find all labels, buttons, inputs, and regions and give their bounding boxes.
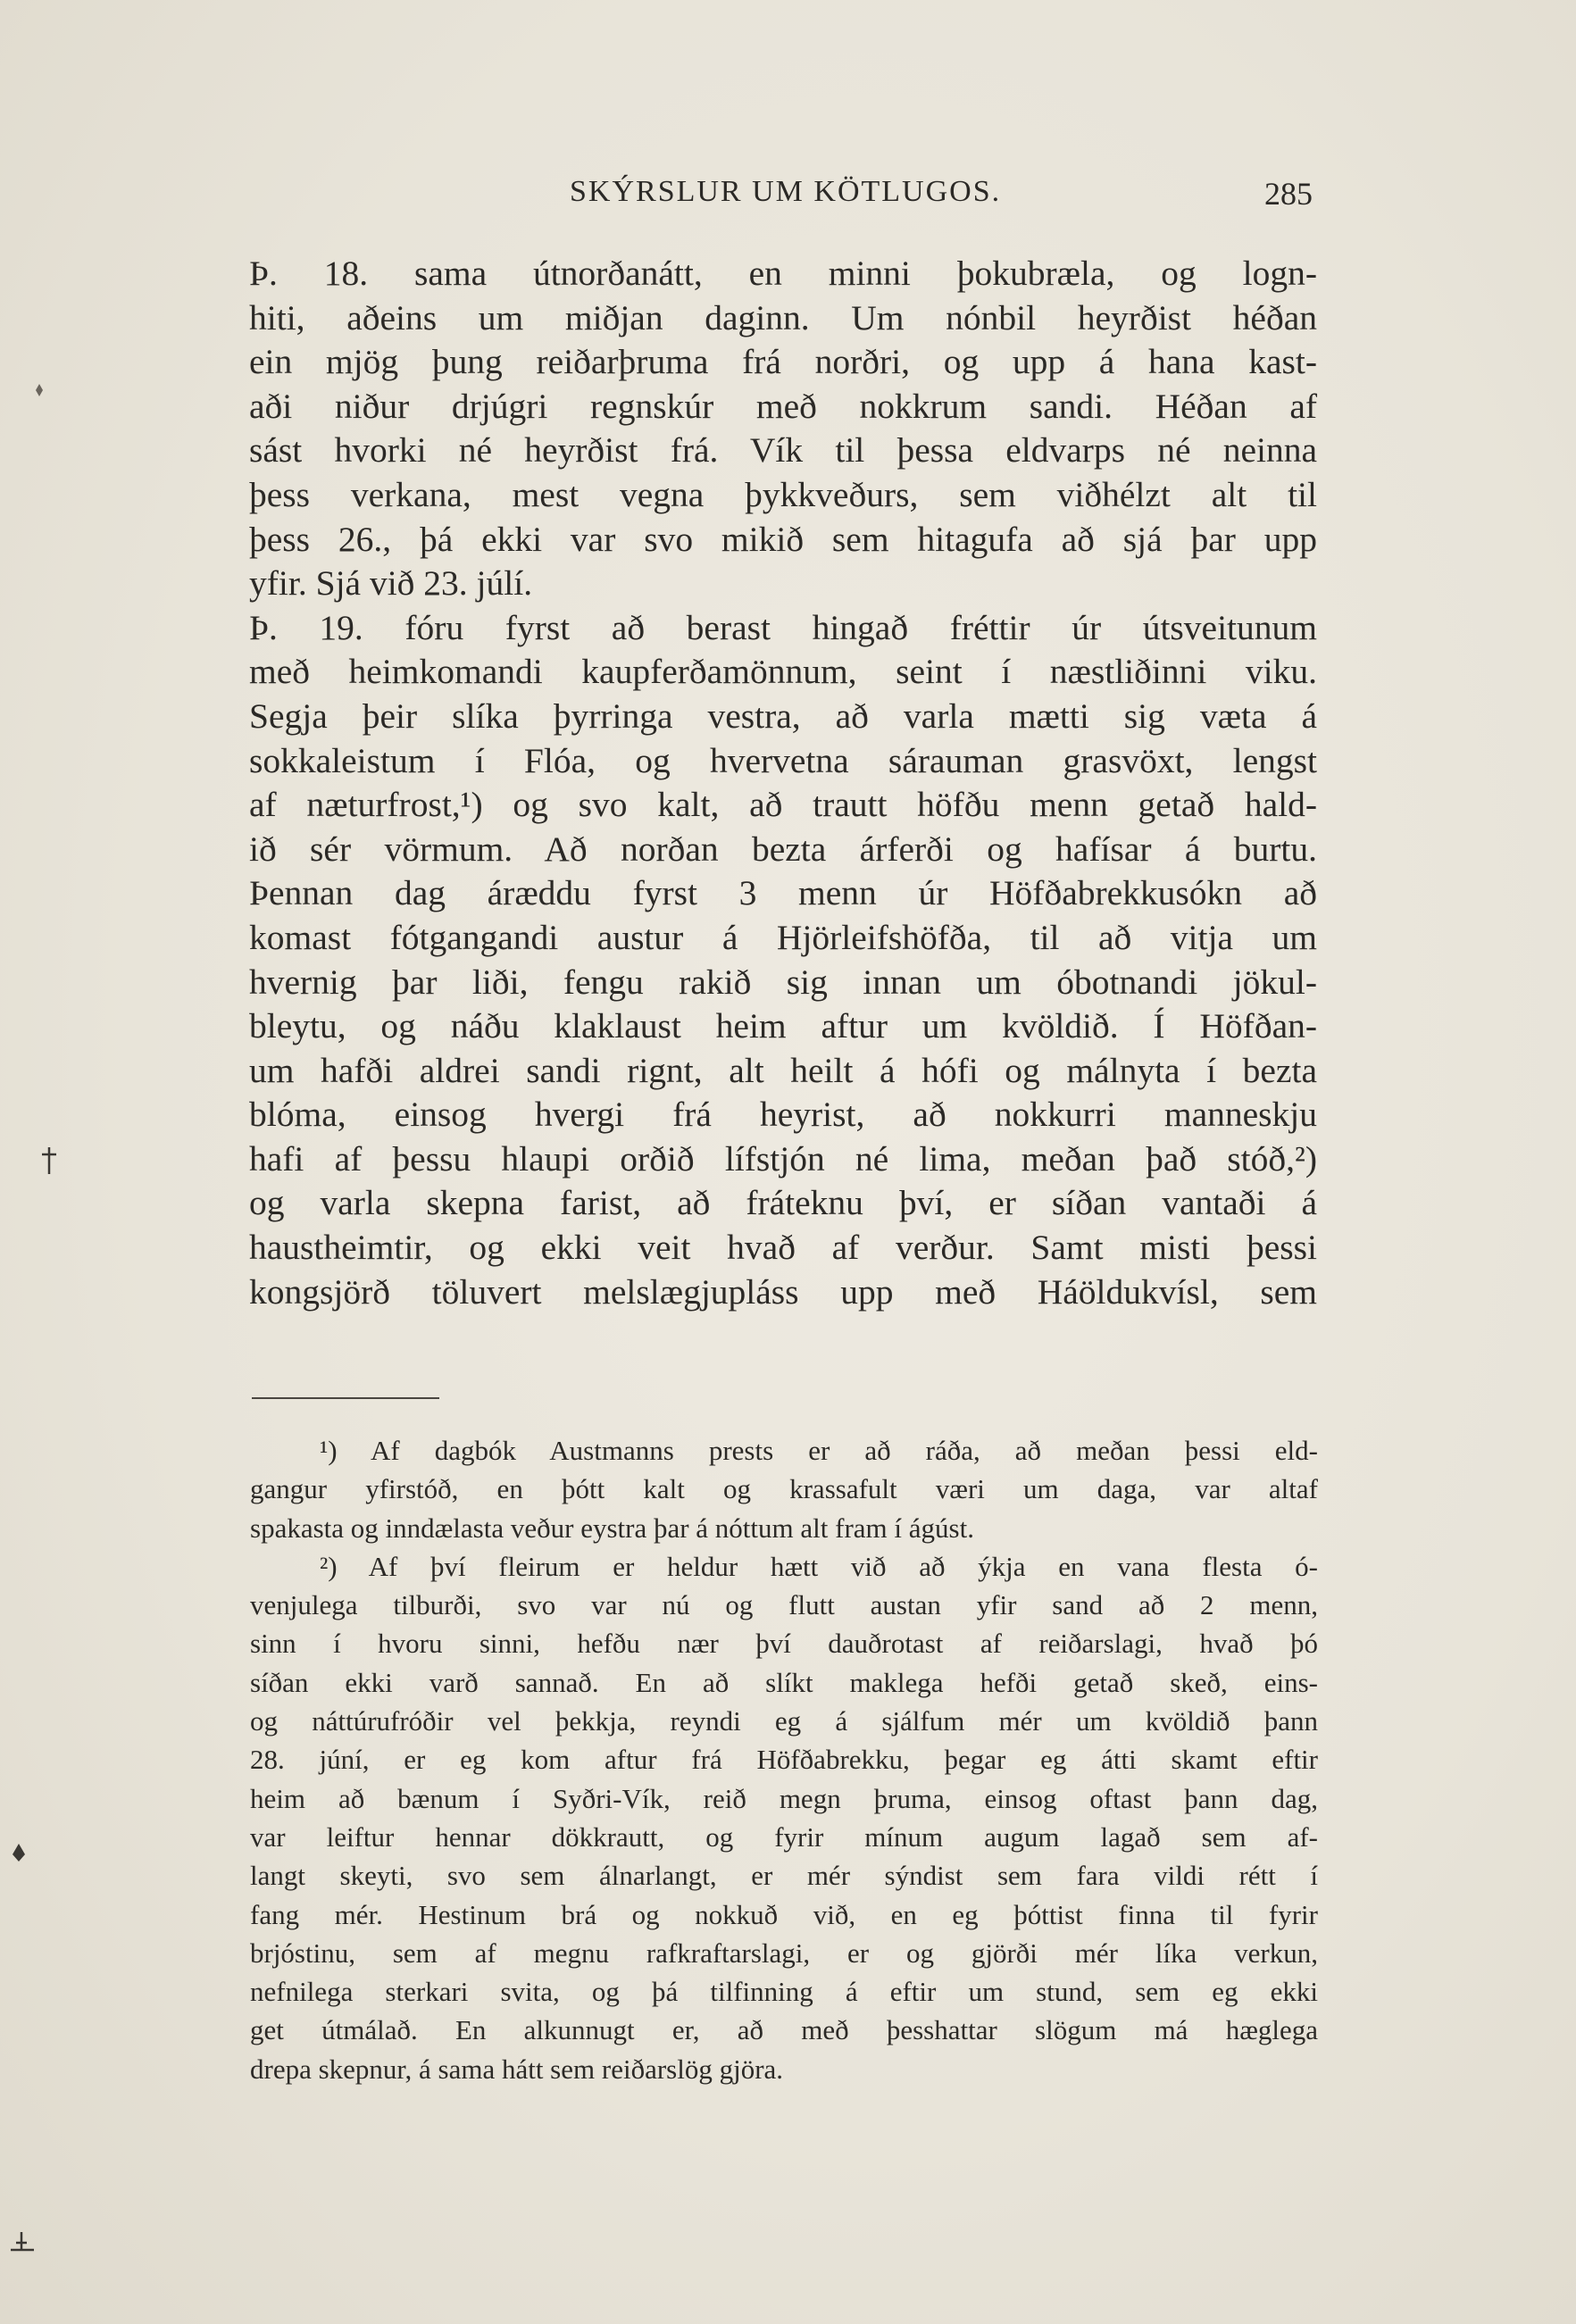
page-header xyxy=(257,175,1313,225)
footnote-line: ²) Af því fleirum er heldur hætt við að ýkja en vana flesta ó- xyxy=(320,1550,1318,1582)
footnote-line: ¹) Af dagbók Austmanns prests er að ráða, að meðan þessi eld- xyxy=(320,1435,1318,1466)
footnote-line: langt skeyti, svo sem álnarlangt, er mér sýndist sem fara vildi rétt í xyxy=(250,1860,1318,1892)
margin-mark-icon xyxy=(7,2230,38,2255)
margin-mark-icon xyxy=(11,1842,27,1863)
text-line: Þ. 19. fóru fyrst að berast hingað fréttir úr útsveitunum xyxy=(249,607,1317,647)
text-line: Segja þeir slíka þyrringa vestra, að varla mætti sig væta á xyxy=(249,696,1317,736)
text-line: komast fótgangandi austur á Hjörleifshöfða, til að vitja um xyxy=(249,917,1317,957)
text-line: haustheimtir, og ekki veit hvað af verður. Samt misti þessi xyxy=(249,1228,1317,1268)
footnote-line: brjóstinu, sem af megnu rafkraftarslagi, er og gjörði mér líka verkun, xyxy=(250,1937,1318,1969)
text-line: sást hvorki né heyrðist frá. Vík til þessa eldvarps né neinna xyxy=(249,430,1317,471)
text-line: aði niður drjúgri regnskúr með nokkrum sandi. Héðan af xyxy=(249,386,1317,426)
text-line: og varla skepna farist, að fráteknu því, er síðan vantaði á xyxy=(249,1183,1317,1223)
text-line: ein mjög þung reiðarþruma frá norðri, og upp á hana kast- xyxy=(249,342,1317,382)
text-line: um hafði aldrei sandi rignt, alt heilt á hófi og málnyta í bezta xyxy=(249,1050,1317,1090)
footnote-line: heim að bænum í Syðri-Vík, reið megn þruma, einsog oftast þann dag, xyxy=(250,1782,1318,1814)
footnote-line: sinn í hvoru sinni, hefðu nær því dauðrotast af reiðarslagi, hvað þó xyxy=(250,1628,1318,1660)
footnote-line: síðan ekki varð sannað. En að slíkt maklega hefði getað skeð, eins- xyxy=(250,1666,1318,1698)
footnote-line: nefnilega sterkari svita, og þá tilfinning á eftir um stund, sem eg ekki xyxy=(250,1976,1318,2008)
text-line: hiti, aðeins um miðjan daginn. Um nónbil heyrðist héðan xyxy=(249,297,1317,337)
margin-mark-icon xyxy=(34,382,45,398)
text-line: Þennan dag áræddu fyrst 3 menn úr Höfðabrekkusókn að xyxy=(249,873,1317,913)
footnote-line: og náttúrufróðir vel þekkja, reyndi eg á sjálfum mér um kvöldið þann xyxy=(250,1705,1318,1737)
text-line: sokkaleistum í Flóa, og hvervetna sárauman grasvöxt, lengst xyxy=(249,740,1317,780)
text-line: hvernig þar liði, fengu rakið sig innan um óbotnandi jökul- xyxy=(249,962,1317,1002)
running-title: SKÝRSLUR UM KÖTLUGOS. xyxy=(570,175,1002,208)
footnote-line: gangur yfirstóð, en þótt kalt og krassafult væri um daga, var altaf xyxy=(250,1473,1318,1505)
page-number: 285 xyxy=(1264,176,1313,212)
footnote-line: get útmálað. En alkunnugt er, að með þesshattar slögum má hæglega xyxy=(250,2014,1318,2046)
main-text xyxy=(249,252,1317,1314)
text-line: af næturfrost,¹) og svo kalt, að trautt höfðu menn getað hald- xyxy=(249,785,1317,825)
text-line: þess 26., þá ekki var svo mikið sem hitagufa að sjá þar upp xyxy=(249,519,1317,559)
footnote-line: fang mér. Hestinum brá og nokkuð við, en eg þóttist finna til fyrir xyxy=(250,1898,1318,1930)
text-line: kongsjörð töluvert melslægjupláss upp með Háöldukvísl, sem xyxy=(249,1271,1317,1312)
footnote-line: spakasta og inndælasta veður eystra þar á nóttum alt fram í ágúst. xyxy=(250,1512,974,1544)
footnotes xyxy=(250,1431,1318,2088)
footnote-line: var leiftur hennar dökkrautt, og fyrir mínum augum lagað sem af- xyxy=(250,1820,1318,1853)
footnote-divider xyxy=(252,1397,439,1399)
text-line: ið sér vörmum. Að norðan bezta árferði og hafísar á burtu. xyxy=(249,829,1317,869)
text-line: með heimkomandi kaupferðamönnum, seint í næstliðinni viku. xyxy=(249,652,1317,692)
footnote-line: drepa skepnur, á sama hátt sem reiðarslög gjöra. xyxy=(250,2053,784,2085)
text-line: bleytu, og náðu klaklaust heim aftur um kvöldið. Í Höfðan- xyxy=(249,1006,1317,1046)
margin-mark-icon xyxy=(39,1145,59,1176)
footnote-line: 28. júní, er eg kom aftur frá Höfðabrekku, þegar eg átti skamt eftir xyxy=(250,1744,1318,1776)
text-line: blóma, einsog hvergi frá heyrist, að nokkurri manneskju xyxy=(249,1095,1317,1135)
footnote-line: venjulega tilburði, svo var nú og flutt austan yfir sand að 2 menn, xyxy=(250,1589,1318,1621)
text-line: þess verkana, mest vegna þykkveðurs, sem viðhélzt alt til xyxy=(249,474,1317,514)
text-line: hafi af þessu hlaupi orðið lífstjón né lima, meðan það stóð,²) xyxy=(249,1138,1317,1179)
text-line: yfir. Sjá við 23. júlí. xyxy=(249,563,533,604)
text-line: Þ. 18. sama útnorðanátt, en minni þokubræla, og logn- xyxy=(249,254,1317,293)
